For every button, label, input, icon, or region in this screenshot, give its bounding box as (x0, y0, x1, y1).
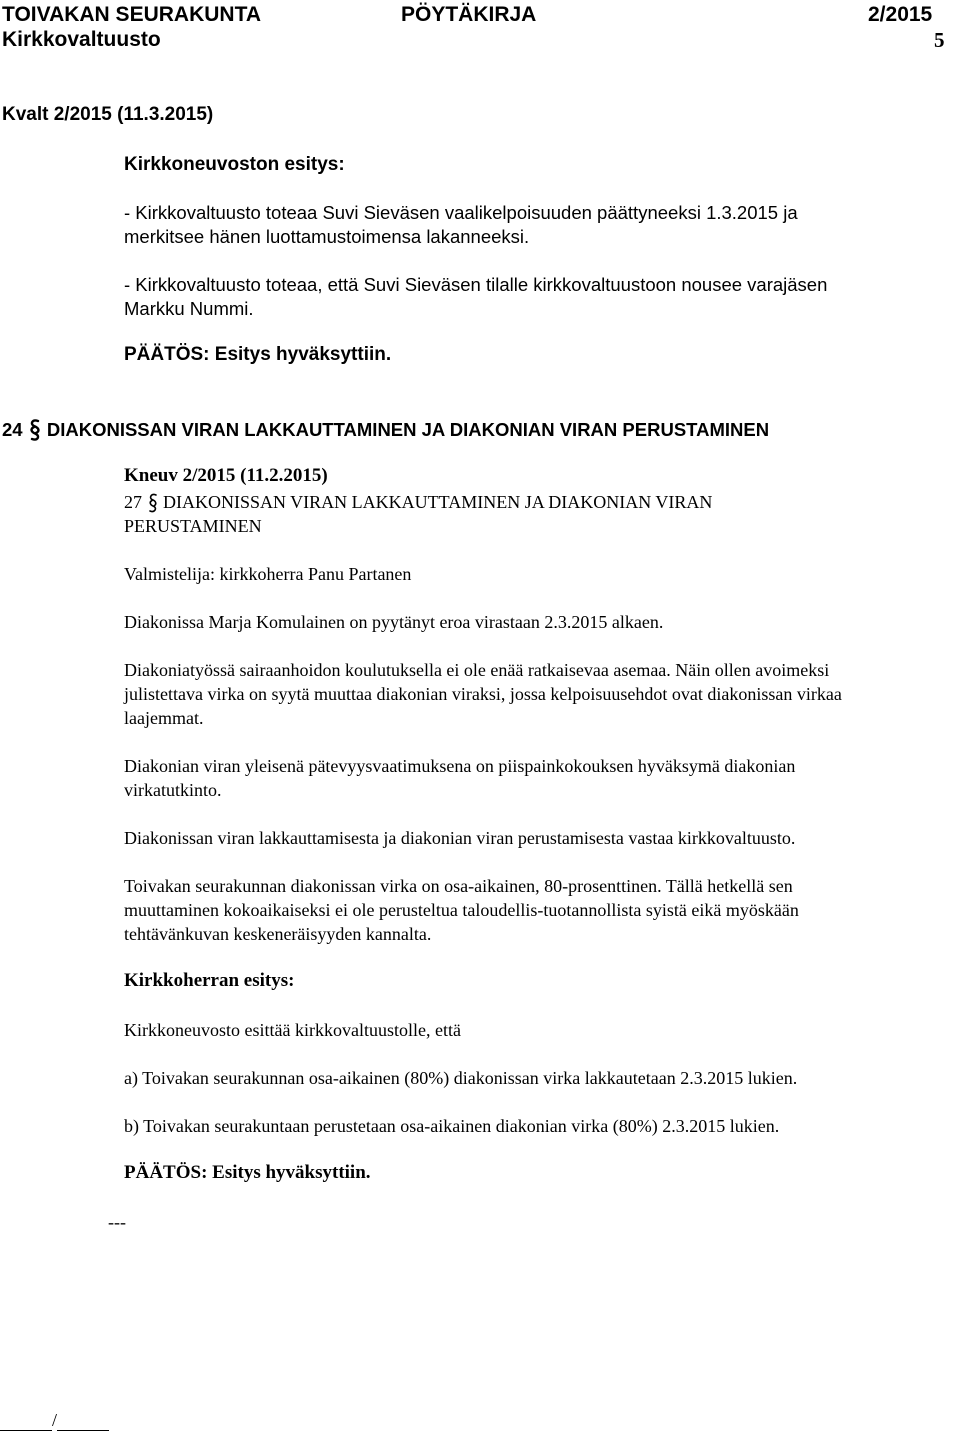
signature-line-left (0, 1412, 52, 1431)
header-organization: TOIVAKAN SEURAKUNTA (2, 3, 262, 26)
meeting-reference: Kvalt 2/2015 (11.3.2015) (2, 104, 214, 125)
proposal-item-1-line-1: - Kirkkovaltuusto toteaa Suvi Sieväsen vaalikelpoisuuden päättyneeksi 1.3.2015 ja (124, 202, 798, 223)
proposal-intro: Kirkkoneuvosto esittää kirkkovaltuustolle, että (124, 1020, 461, 1040)
paragraph-2-line-3: laajemmat. (124, 708, 204, 728)
signature-slash: / (52, 1410, 58, 1430)
header-doc-type: PÖYTÄKIRJA (401, 3, 537, 26)
paragraph-2-line-1: Diakoniatyössä sairaanhoidon koulutuksella ei ole enää ratkaisevaa asemaa. Näin ollen avoimeksi (124, 660, 830, 680)
paragraph-5-line-2: muuttaminen kokoaikaiseksi ei ole perusteltua taloudellis-tuotannollista syistä eikä myöskään (124, 900, 799, 920)
header-doc-number: 2/2015 (868, 3, 933, 26)
paragraph-1: Diakonissa Marja Komulainen on pyytänyt eroa virastaan 2.3.2015 alkaen. (124, 612, 664, 632)
separator: --- (108, 1212, 126, 1232)
section-title: DIAKONISSAN VIRAN LAKKAUTTAMINEN JA DIAKONIAN VIRAN PERUSTAMINEN (46, 419, 770, 440)
preparer: Valmistelija: kirkkoherra Panu Partanen (124, 564, 412, 584)
signature-line-right (57, 1412, 109, 1431)
header-page-number: 5 (934, 28, 945, 52)
proposal-item-a: a) Toivakan seurakunnan osa-aikainen (80%) diakonissan virka lakkautetaan 2.3.2015 lukien. (124, 1068, 798, 1088)
paragraph-3-line-1: Diakonian viran yleisenä pätevyysvaatimuksena on piispainkokouksen hyväksymä diakonian (124, 756, 796, 776)
subsection-title-line-2: PERUSTAMINEN (124, 516, 262, 536)
signature-field (0, 1410, 109, 1431)
subsection-number: 27 (124, 492, 142, 512)
decision-2: PÄÄTÖS: Esitys hyväksyttiin. (124, 1162, 371, 1183)
paragraph-5-line-1: Toivakan seurakunnan diakonissan virka on osa-aikainen, 80-prosenttinen. Tällä hetkellä sen (124, 876, 793, 896)
paragraph-4: Diakonissan viran lakkauttamisesta ja diakonian viran perustamisesta vastaa kirkkovaltuusto. (124, 828, 796, 848)
section-heading (2, 418, 769, 447)
proposal-heading: Kirkkoneuvoston esitys: (124, 154, 345, 175)
paragraph-2-line-2: julistettava virka on syytä muuttaa diakonian viraksi, jossa kelpoisuusehdot ovat diakonissan virkaa (124, 684, 842, 704)
paragraph-5-line-3: tehtävänkuvan keskeneräisyyden kannalta. (124, 924, 432, 944)
decision: PÄÄTÖS: Esitys hyväksyttiin. (124, 344, 392, 365)
proposal-item-2-line-1: - Kirkkovaltuusto toteaa, että Suvi Sieväsen tilalle kirkkovaltuustoon nousee varajäsen (124, 274, 828, 295)
kneuv-reference: Kneuv 2/2015 (11.2.2015) (124, 465, 328, 486)
section-sign-icon (28, 418, 42, 447)
section-number: 24 (2, 419, 23, 440)
paragraph-3-line-2: virkatutkinto. (124, 780, 222, 800)
vicar-proposal-heading: Kirkkoherran esitys: (124, 970, 295, 991)
proposal-item-1-line-2: merkitsee hänen luottamustoimensa lakanneeksi. (124, 226, 530, 247)
proposal-item-2-line-2: Markku Nummi. (124, 298, 254, 319)
header-body: Kirkkovaltuusto (2, 28, 161, 51)
subsection-title-line-1: DIAKONISSAN VIRAN LAKKAUTTAMINEN JA DIAKONIAN VIRAN (163, 492, 713, 512)
proposal-item-b: b) Toivakan seurakuntaan perustetaan osa-aikainen diakonian virka (80%) 2.3.2015 lukien. (124, 1116, 780, 1136)
